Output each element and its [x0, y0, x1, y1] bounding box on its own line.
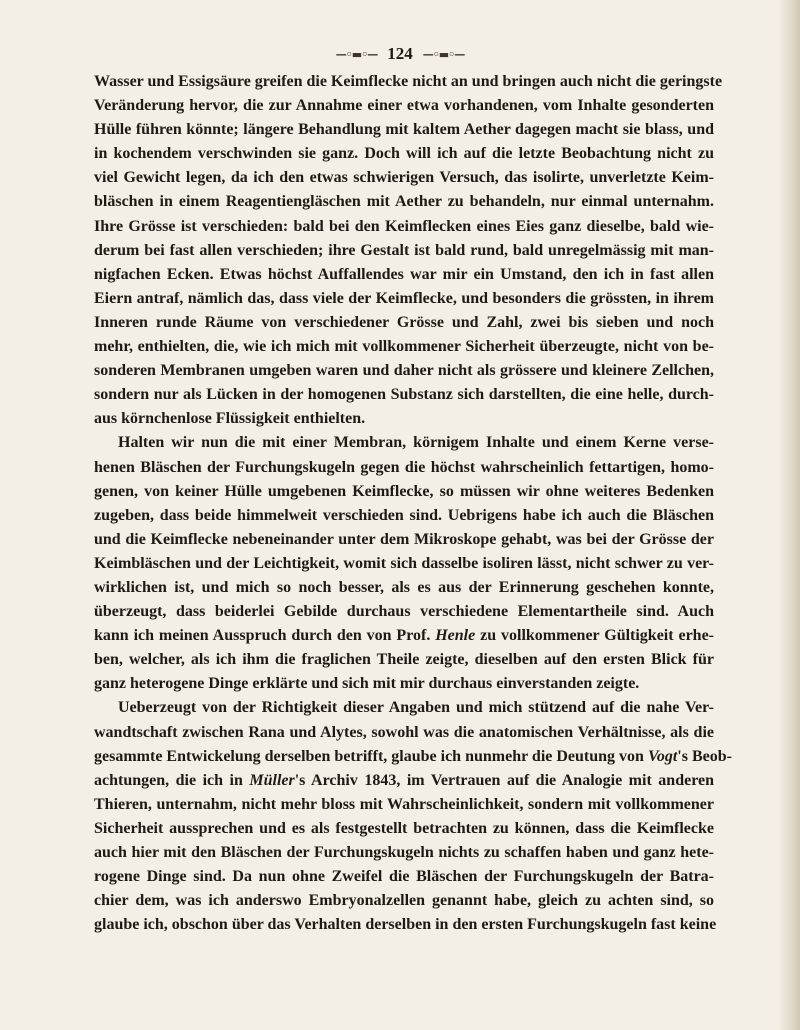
- text-line: in kochendem verschwinden sie ganz. Doch will ich auf die letzte Beobachtung nicht zu: [94, 145, 714, 163]
- text-line: bläschen in einem Reagentiengläschen mit Aether zu behandeln, nur einmal unternahm.: [94, 193, 714, 211]
- text-line: sondern nur als Lücken in der homogenen Substanz sich darstellten, die eine helle, durch-: [94, 386, 714, 404]
- text-line: Veränderung hervor, die zur Annahme einer etwa vorhandenen, vom Inhalte gesonderten: [94, 97, 714, 115]
- text-line: viel Gewicht legen, da ich den etwas schwierigen Versuch, das isolirte, unverletzte Keim-: [94, 169, 714, 187]
- text-line: überzeugt, dass beiderlei Gebilde durchaus verschiedene Elementartheile sind. Auch: [94, 603, 714, 621]
- text-line: ben, welcher, als ich ihm die fraglichen Theile zeigte, dieselben auf den ersten Blick für: [94, 651, 714, 669]
- text-line: Hülle führen könnte; längere Behandlung mit kaltem Aether dagegen macht sie blass, und: [94, 121, 714, 139]
- text-line: nigfachen Ecken. Etwas höchst Auffallendes war mir ein Umstand, den ich in fast allen: [94, 265, 714, 283]
- text-line: rogene Dinge sind. Da nun ohne Zweifel die Bläschen der Furchungskugeln der Batra-: [94, 868, 714, 886]
- author-name: Henle: [435, 627, 476, 645]
- ornament-right: —◦▬◦—: [422, 47, 465, 61]
- text-line: wirklichen ist, und mich so noch besser, als es aus der Erinnerung geschehen konnte,: [94, 578, 714, 596]
- text-line: derum bei fast allen verschieden; ihre Gestalt ist bald rund, bald unregelmässig mit man-: [94, 241, 714, 259]
- page-header: [0, 44, 800, 64]
- text-line: und die Keimflecke nebeneinander unter dem Mikroskope gehabt, was bei der Grösse der: [94, 530, 714, 548]
- text-line: wandtschaft zwischen Rana und Alytes, sowohl was die anatomischen Verhältnisse, als die: [94, 723, 714, 741]
- text-line: Ihre Grösse ist verschieden: bald bei den Keimflecken eines Eies ganz dieselbe, bald wie-: [94, 217, 714, 235]
- body-text: [94, 70, 732, 937]
- author-name: Vogt: [647, 747, 678, 765]
- text-line: glaube ich, obschon über das Verhalten derselben in den ersten Furchungskugeln fast keine: [94, 916, 717, 934]
- text-line: auch hier mit den Bläschen der Furchungskugeln nichts zu schaffen haben und ganz hete-: [94, 844, 714, 861]
- text-line: gesammte Entwickelung derselben betrifft, glaube ich nunmehr die Deutung von Vogt's Beob-: [94, 747, 732, 765]
- text-line: Sicherheit aussprechen und es als festgestellt betrachten zu können, dass die Keimflecke: [94, 819, 714, 837]
- text-line: ganz heterogene Dinge erklärte und sich mit mir durchaus einverstanden zeigte.: [94, 675, 640, 693]
- ornament-left: —◦▬◦—: [335, 47, 378, 61]
- text-line: genen, von keiner Hülle umgebenen Keimflecke, so müssen wir ohne weiteres Bedenken: [94, 482, 714, 500]
- text-line: Wasser und Essigsäure greifen die Keimflecke nicht an und bringen auch nicht die geringste: [94, 73, 723, 90]
- text-line: kann ich meinen Ausspruch durch den von Prof. Henle zu vollkommener Gültigkeit erhe-: [94, 627, 714, 645]
- text-line: Eiern antraf, nämlich das, dass viele der Keimflecke, und besonders die grössten, in ihrem: [94, 289, 714, 307]
- text-line: henen Bläschen der Furchungskugeln gegen die höchst wahrscheinlich fettartigen, homo-: [94, 458, 714, 476]
- text-line: aus körnchenlose Flüssigkeit enthielten.: [94, 410, 366, 428]
- text-line: Ueberzeugt von der Richtigkeit dieser Angaben und mich stützend auf die nahe Ver-: [118, 699, 714, 717]
- text-line: Thieren, unternahm, nicht mehr bloss mit Wahrscheinlichkeit, sondern mit vollkommener: [94, 795, 714, 813]
- author-name: Müller: [249, 771, 295, 789]
- text-line: sonderen Membranen umgeben waren und daher nicht als grössere und kleinere Zellchen,: [94, 362, 714, 380]
- text-line: Inneren runde Räume von verschiedener Grösse und Zahl, zwei bis sieben und noch: [94, 313, 714, 331]
- text-line: Halten wir nun die mit einer Membran, körnigem Inhalte und einem Kerne verse-: [118, 434, 714, 452]
- text-line: achtungen, die ich in Müller's Archiv 1843, im Vertrauen auf die Analogie mit anderen: [94, 771, 715, 789]
- text-line: chier dem, was ich anderswo Embryonalzellen genannt habe, gleich zu achten sind, so: [94, 892, 714, 910]
- text-line: Keimbläschen und der Leichtigkeit, womit sich dasselbe isoliren lässt, nicht schwer zu ver-: [94, 554, 714, 572]
- text-line: zugeben, dass beide himmelweit verschieden sind. Uebrigens habe ich auch die Bläschen: [94, 506, 714, 524]
- page-edge-shadow: [778, 0, 800, 1030]
- page-number: 124: [387, 44, 413, 63]
- text-line: mehr, enthielten, die, wie ich mich mit vollkommener Sicherheit überzeugte, nicht von be-: [94, 338, 714, 356]
